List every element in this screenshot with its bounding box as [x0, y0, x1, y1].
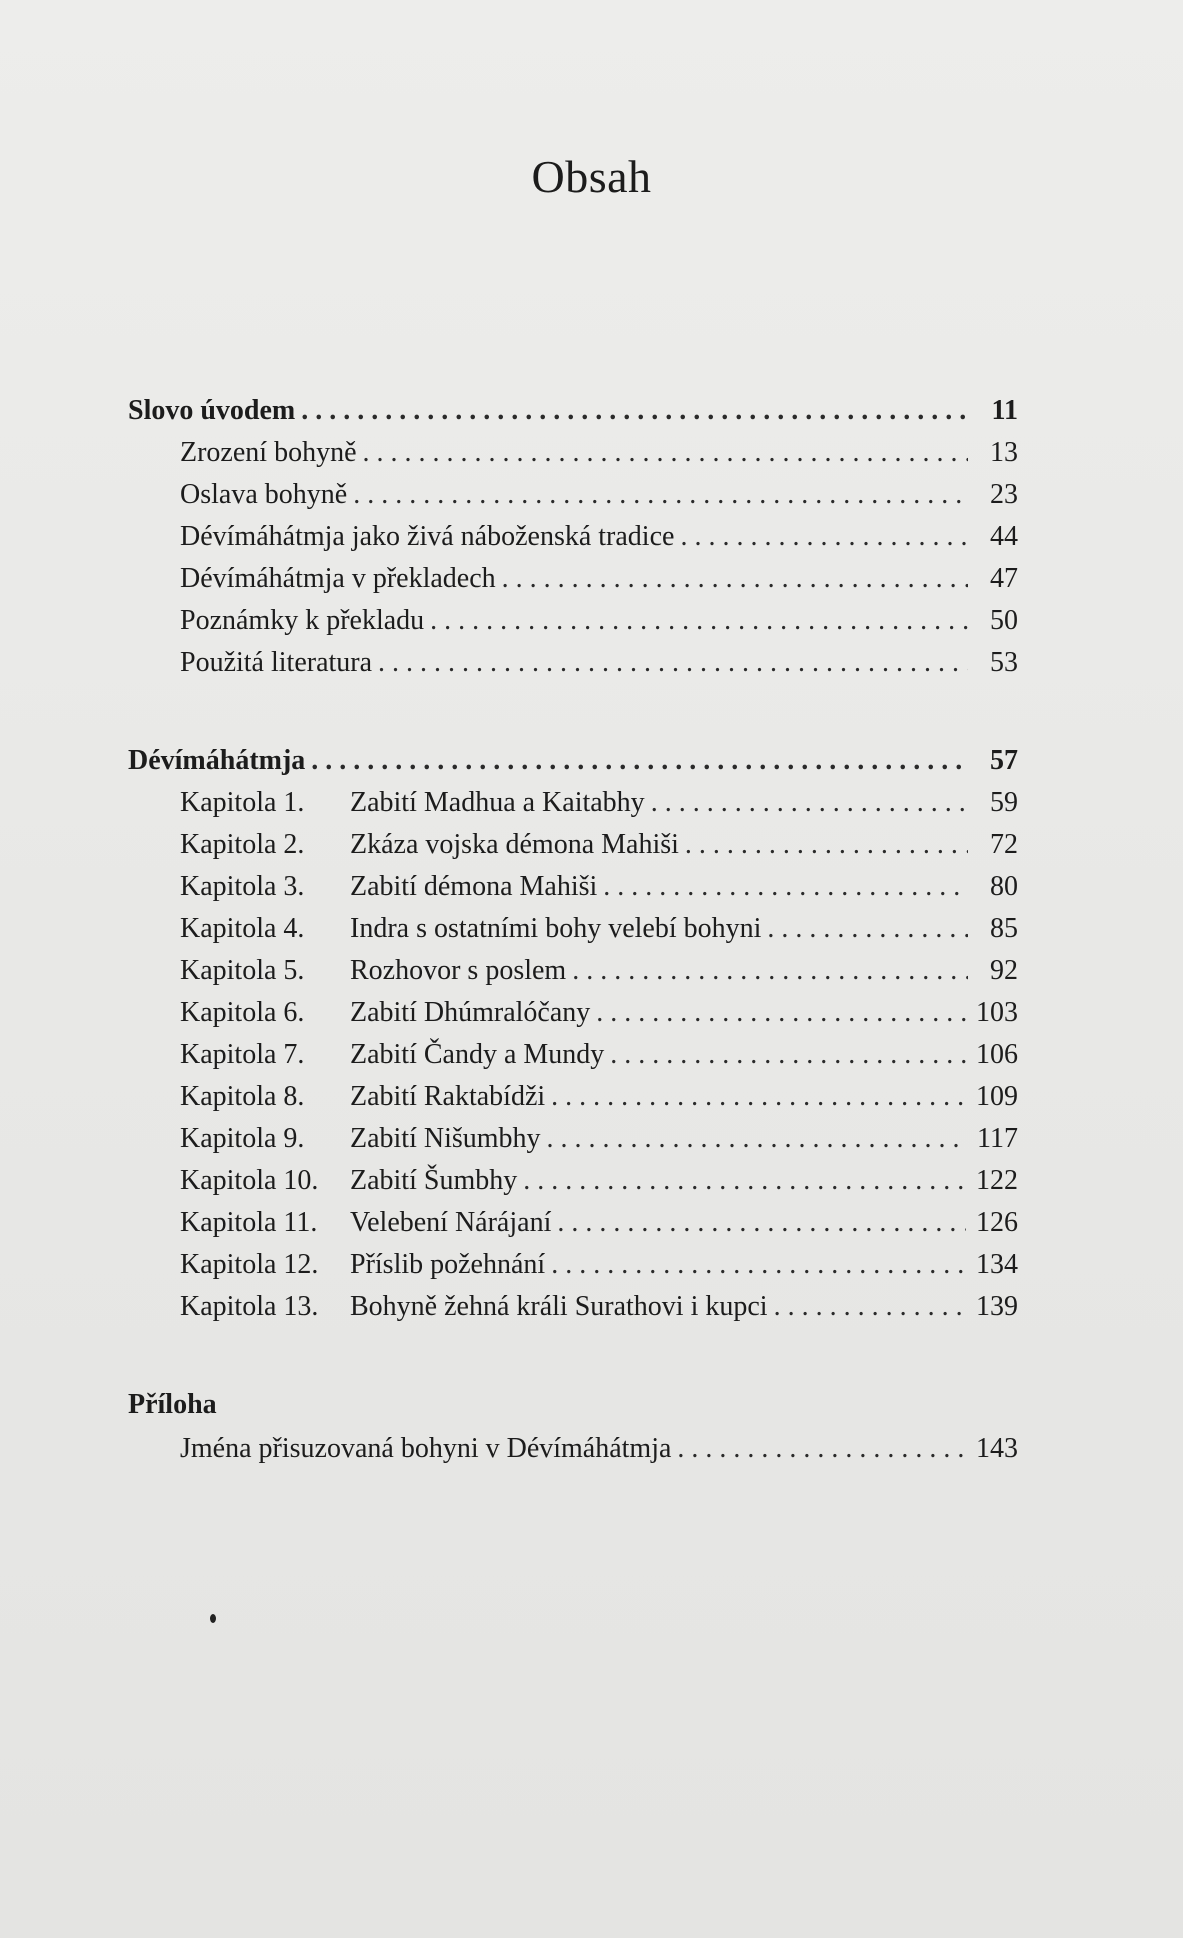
toc-chapter-entry[interactable]: [128, 1165, 1018, 1207]
toc-chapter-entry[interactable]: [128, 1039, 1018, 1081]
toc-chapter-entry[interactable]: [128, 1291, 1018, 1333]
chapter-number: Kapitola 1.: [180, 787, 305, 818]
leader-dots: [502, 563, 968, 595]
page-number: 47: [990, 563, 1018, 594]
leader-dots: [311, 745, 968, 777]
toc-entry-label: Zabití Raktabídži: [350, 1081, 546, 1112]
page-number: 139: [976, 1291, 1018, 1322]
toc-heading-row[interactable]: [128, 1389, 1018, 1433]
chapter-number: Kapitola 5.: [180, 955, 305, 986]
page-number: 59: [990, 787, 1018, 818]
toc-entry-label: Dévímáhátmja v překladech: [180, 563, 496, 594]
page-number: 122: [976, 1165, 1018, 1196]
table-of-contents: [128, 395, 1018, 1531]
toc-entry-label: Zkáza vojska démona Mahiši: [350, 829, 679, 860]
page-number: 117: [977, 1123, 1018, 1154]
chapter-number: Kapitola 9.: [180, 1123, 305, 1154]
toc-entry[interactable]: [128, 1433, 1018, 1475]
leader-dots: [301, 395, 968, 427]
leader-dots: [685, 829, 968, 861]
toc-entry-label: Zrození bohyně: [180, 437, 357, 468]
page-number: 53: [990, 647, 1018, 678]
toc-entry[interactable]: [128, 479, 1018, 521]
toc-chapter-entry[interactable]: [128, 955, 1018, 997]
leader-dots: [551, 1081, 966, 1113]
chapter-number: Kapitola 11.: [180, 1207, 318, 1238]
chapter-number: Kapitola 3.: [180, 871, 305, 902]
toc-chapter-entry[interactable]: [128, 1207, 1018, 1249]
toc-entry-label: Zabití Čandy a Mundy: [350, 1039, 605, 1070]
toc-section-intro: [128, 395, 1018, 689]
toc-entry-label: Jména přisuzovaná bohyni v Dévímáhátmja: [180, 1433, 672, 1464]
leader-dots: [767, 913, 968, 945]
leader-dots: [363, 437, 969, 469]
toc-entry-label: Velebení Nárájaní: [350, 1207, 552, 1238]
leader-dots: [651, 787, 968, 819]
toc-entry[interactable]: [128, 563, 1018, 605]
toc-entry-label: Dévímáhátmja jako živá náboženská tradice: [180, 521, 675, 552]
page-number: 109: [976, 1081, 1018, 1112]
toc-heading: Dévímáhátmja: [128, 745, 306, 776]
chapter-number: Kapitola 12.: [180, 1249, 319, 1280]
toc-entry-label: Zabití Dhúmralóčany: [350, 997, 591, 1028]
toc-entry-label: Rozhovor s poslem: [350, 955, 567, 986]
toc-entry[interactable]: [128, 605, 1018, 647]
toc-chapter-entry[interactable]: [128, 997, 1018, 1039]
leader-dots: [547, 1123, 967, 1155]
chapter-number: Kapitola 7.: [180, 1039, 305, 1070]
toc-section-main: [128, 745, 1018, 1333]
leader-dots: [378, 647, 968, 679]
leader-dots: [523, 1165, 966, 1197]
toc-chapter-entry[interactable]: [128, 871, 1018, 913]
page-number: 126: [976, 1207, 1018, 1238]
page-number: 44: [990, 521, 1018, 552]
page-number: 57: [990, 745, 1018, 776]
leader-dots: [596, 997, 966, 1029]
leader-dots: [610, 1039, 966, 1071]
page-number: 92: [990, 955, 1018, 986]
page-number: 72: [990, 829, 1018, 860]
toc-heading-row[interactable]: [128, 745, 1018, 787]
toc-entry[interactable]: [128, 647, 1018, 689]
chapter-number: Kapitola 4.: [180, 913, 305, 944]
toc-entry-label: Bohyně žehná králi Surathovi i kupci: [350, 1291, 768, 1322]
page-number: 85: [990, 913, 1018, 944]
chapter-number: Kapitola 8.: [180, 1081, 305, 1112]
toc-heading: Slovo úvodem: [128, 395, 296, 426]
toc-entry-label: Indra s ostatními bohy velebí bohyni: [350, 913, 762, 944]
page-title: Obsah: [531, 151, 652, 202]
toc-entry-label: Příslib požehnání: [350, 1249, 546, 1280]
toc-heading-row[interactable]: [128, 395, 1018, 437]
page-number: 50: [990, 605, 1018, 636]
chapter-number: Kapitola 13.: [180, 1291, 319, 1322]
toc-chapter-entry[interactable]: [128, 1081, 1018, 1123]
leader-dots: [603, 871, 968, 903]
toc-entry-label: Oslava bohyně: [180, 479, 348, 510]
toc-chapter-entry[interactable]: [128, 913, 1018, 955]
toc-chapter-entry[interactable]: [128, 1123, 1018, 1165]
toc-entry-label: Poznámky k překladu: [180, 605, 425, 636]
page-number: 23: [990, 479, 1018, 510]
toc-entry-label: Zabití Nišumbhy: [350, 1123, 541, 1154]
toc-chapter-entry[interactable]: [128, 787, 1018, 829]
page-number: 11: [991, 395, 1018, 426]
ink-speck: [210, 1614, 216, 1623]
toc-entry-label: Zabití Šumbhy: [350, 1165, 518, 1196]
toc-heading: Příloha: [128, 1389, 217, 1420]
chapter-number: Kapitola 6.: [180, 997, 305, 1028]
toc-entry[interactable]: [128, 437, 1018, 479]
page-number: 80: [990, 871, 1018, 902]
page-number: 103: [976, 997, 1018, 1028]
toc-entry-label: Zabití Madhua a Kaitabhy: [350, 787, 645, 818]
leader-dots: [774, 1291, 966, 1323]
toc-chapter-entry[interactable]: [128, 1249, 1018, 1291]
page-number: 134: [976, 1249, 1018, 1280]
chapter-number: Kapitola 10.: [180, 1165, 319, 1196]
leader-dots: [551, 1249, 966, 1281]
toc-entry-label: Použitá literatura: [180, 647, 373, 678]
toc-chapter-entry[interactable]: [128, 829, 1018, 871]
leader-dots: [572, 955, 968, 987]
leader-dots: [557, 1207, 966, 1239]
leader-dots: [677, 1433, 966, 1465]
page-number: 106: [976, 1039, 1018, 1070]
toc-entry-label: Zabití démona Mahiši: [350, 871, 598, 902]
chapter-number: Kapitola 2.: [180, 829, 305, 860]
toc-section-appendix: [128, 1389, 1018, 1475]
leader-dots: [680, 521, 968, 553]
leader-dots: [430, 605, 968, 637]
page-number: 13: [990, 437, 1018, 468]
page-number: 143: [976, 1433, 1018, 1464]
leader-dots: [353, 479, 968, 511]
toc-entry[interactable]: [128, 521, 1018, 563]
